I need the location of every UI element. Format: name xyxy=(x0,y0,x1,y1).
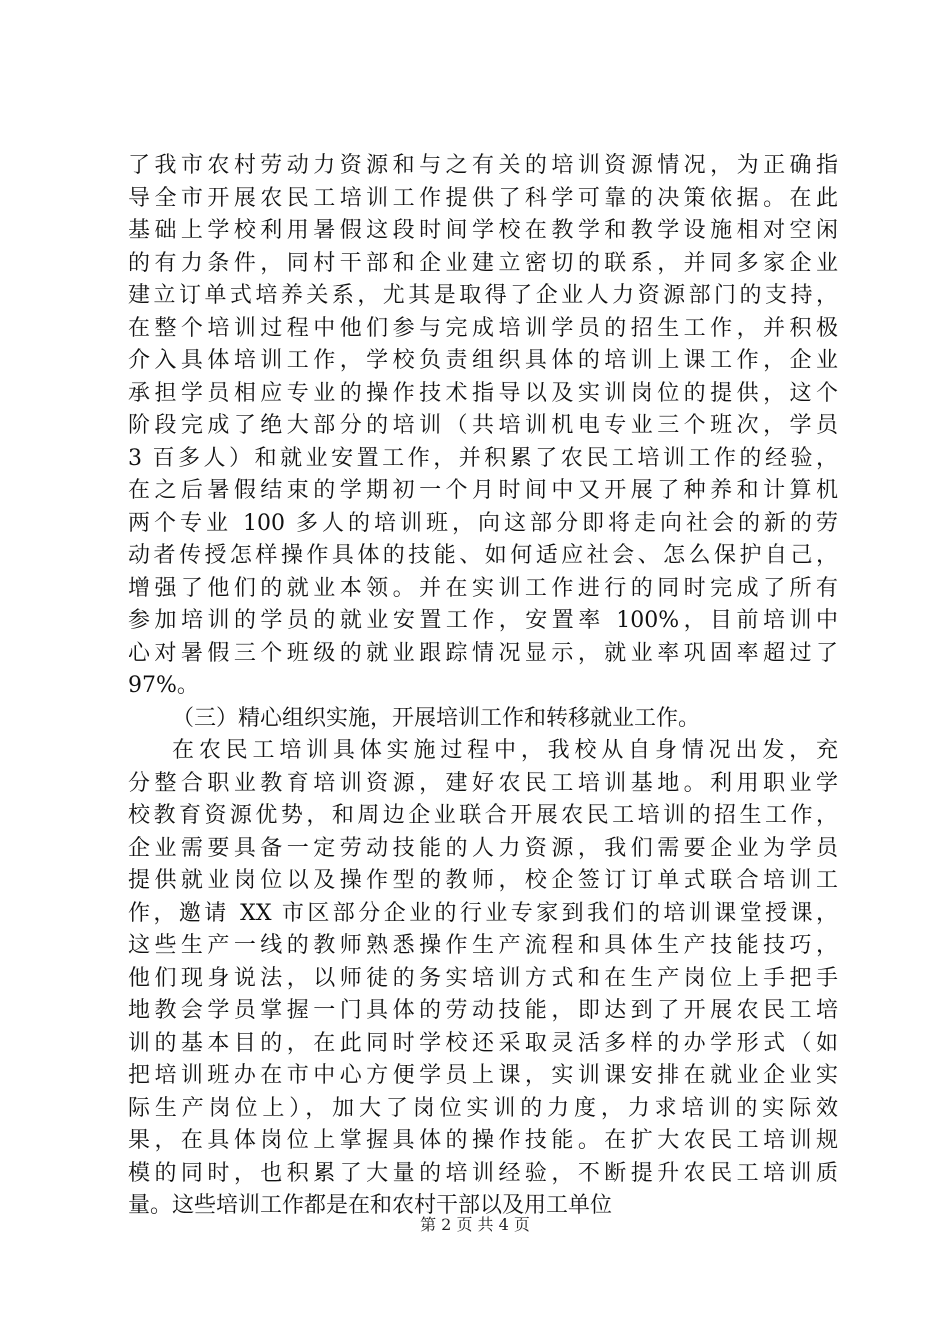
paragraph-line: 把培训班办在市中心方便学员上课，实训课安排在就业企业实 xyxy=(128,1063,838,1088)
paragraph-1 xyxy=(128,150,838,703)
paragraph-line: 这些生产一线的教师熟悉操作生产流程和具体生产技能技巧， xyxy=(128,933,838,958)
paragraph-line: 作，邀请 XX 市区部分企业的行业专家到我们的培训课堂授课， xyxy=(128,900,839,926)
paragraph-line: 模的同时，也积累了大量的培训经验，不断提升农民工培训质 xyxy=(128,1160,838,1186)
paragraph-line: 的有力条件，同村干部和企业建立密切的联系，并同多家企业 xyxy=(128,250,838,276)
paragraph-line: 地教会学员掌握一门具体的劳动技能，即达到了开展农民工培 xyxy=(128,998,838,1023)
paragraph-line: 心对暑假三个班级的就业跟踪情况显示，就业率巩固率超过了 xyxy=(128,640,838,666)
paragraph-line: 际生产岗位上），加大了岗位实训的力度，力求培训的实际效 xyxy=(128,1095,838,1121)
paragraph-line: 提供就业岗位以及操作型的教师，校企签订订单式联合培训工 xyxy=(128,868,838,893)
paragraph-line: 建立订单式培养关系，尤其是取得了企业人力资源部门的支持， xyxy=(128,283,838,308)
paragraph-line: 在之后暑假结束的学期初一个月时间中又开展了种养和计算机 xyxy=(128,478,838,503)
paragraph-line: 基础上学校利用暑假这段时间学校在教学和教学设施相对空闲 xyxy=(128,218,838,243)
paragraph-line: 97%。 xyxy=(128,673,199,698)
paragraph-line: 参加培训的学员的就业安置工作，安置率 100%，目前培训中 xyxy=(128,608,838,633)
paragraph-line: 动者传授怎样操作具体的技能、如何适应社会、怎么保护自己， xyxy=(128,543,838,568)
paragraph-line: 介入具体培训工作，学校负责组织具体的培训上课工作，企业 xyxy=(128,348,838,373)
paragraph-line: 果，在具体岗位上掌握具体的操作技能。在扩大农民工培训规 xyxy=(128,1128,838,1153)
page-footer: 第 2 页 共 4 页 xyxy=(420,1215,530,1234)
paragraph-line: 了我市农村劳动力资源和与之有关的培训资源情况，为正确指 xyxy=(128,153,838,178)
paragraph-line: 增强了他们的就业本领。并在实训工作进行的同时完成了所有 xyxy=(128,575,838,601)
paragraph-line: 承担学员相应专业的操作技术指导以及实训岗位的提供，这个 xyxy=(128,380,838,406)
paragraph-line: 分整合职业教育培训资源，建好农民工培训基地。利用职业学 xyxy=(128,770,838,796)
paragraph-line: 3 百多人）和就业安置工作，并积累了农民工培训工作的经验， xyxy=(128,445,838,471)
paragraph-line: 校教育资源优势，和周边企业联合开展农民工培训的招生工作， xyxy=(128,803,838,828)
paragraph-line: 训的基本目的，在此同时学校还采取灵活多样的办学形式（如 xyxy=(128,1030,838,1056)
paragraph-line: 他们现身说法，以师徒的务实培训方式和在生产岗位上手把手 xyxy=(128,965,838,991)
paragraph-line: 在农民工培训具体实施过程中，我校从自身情况出发，充 xyxy=(172,738,838,763)
paragraph-line: 阶段完成了绝大部分的培训（共培训机电专业三个班次，学员 xyxy=(128,413,838,438)
paragraph-line: 两个专业 100 多人的培训班，向这部分即将走向社会的新的劳 xyxy=(128,510,838,536)
paragraph-line: 在整个培训过程中他们参与完成培训学员的招生工作，并积极 xyxy=(128,315,838,341)
paragraph-line: 导全市开展农民工培训工作提供了科学可靠的决策依据。在此 xyxy=(128,185,838,211)
paragraph-2 xyxy=(128,735,838,1223)
paragraph-line: 量。这些培训工作都是在和农村干部以及用工单位 xyxy=(128,1193,613,1218)
section-heading: （三）精心组织实施，开展培训工作和转移就业工作。 xyxy=(172,705,701,731)
paragraph-line: 企业需要具备一定劳动技能的人力资源，我们需要企业为学员 xyxy=(128,835,838,861)
document-body xyxy=(128,150,838,1223)
